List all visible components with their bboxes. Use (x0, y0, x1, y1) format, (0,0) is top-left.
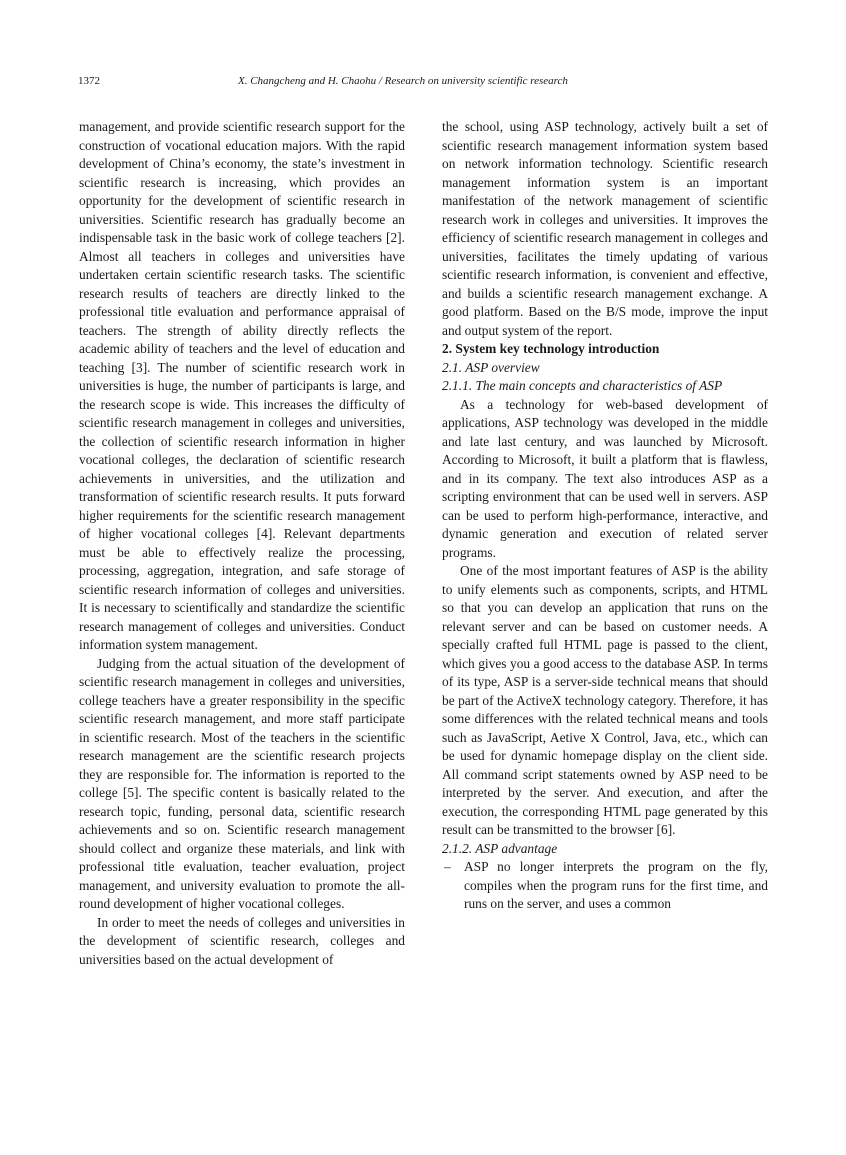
paragraph: One of the most important features of ASP is the ability to unify elements such as components, scripts, and HTML so that you can develop an application that runs on the relevant server and can be based on customer needs. A specially crafted full HTML page is passed to the client, which gives you a good access to the database ASP. In terms of its type, ASP is a server-side technical means that should be part of the ActiveX technology category. Therefore, it has some differences with the related technical means and tools such as JavaScript, Aetive X Control, Java, etc., which can be used for dynamic homepage display on the client side. All command script statements owned by ASP need to be interpreted by the server. And execution, and after the execution, the corresponding HTML page generated by this result can be transmitted to the browser [6]. (442, 563, 768, 837)
left-column (79, 118, 405, 969)
running-title: X. Changcheng and H. Chaohu / Research on university scientific research (238, 75, 568, 87)
paragraph: management, and provide scientific research support for the construction of vocational education majors. With the rapid development of China’s economy, the state’s investment in scientific research is increasing, which provides an opportunity for the development of scientific research in universities. Scientific research has gradually become an indispensable task in the basic work of college teachers [2]. Almost all teachers in colleges and universities have undertaken certain scientific research tasks. The scientific research results of teachers are directly linked to the professional title evaluation and performance appraisal of teachers. The strength of ability directly reflects the academic ability of teachers and the level of education and teaching [3]. The number of scientific research work in universities is huge, the number of participants is large, and the research scope is wide. This increases the difficulty of scientific research management in colleges and universities, the collection of scientific research information in higher vocational colleges, the declaration of scientific research achievements in universities, and the utilization and transformation of scientific research results. It puts forward higher requirements for the scientific research management of higher vocational colleges [4]. Relevant departments must be able to effectively realize the processing, processing, aggregation, integration, and safe storage of scientific research information of colleges and universities. It is necessary to scientifically and standardize the scientific research management of colleges and universities. Conduct information system management. (79, 119, 405, 652)
section-heading: 2. System key technology introduction (442, 341, 660, 356)
paragraph: the school, using ASP technology, actively built a set of scientific research management information system based on network information technology. Scientific research management information system is an important manifestation of the network management of scientific research work in colleges and universities. It improves the efficiency of scientific research management in colleges and universities, facilitates the timely updating of various scientific research information, is convenient and effective, and builds a scientific research management exchange. A good platform. Based on the B/S mode, improve the input and output system of the report. (442, 119, 768, 338)
list-dash: – (444, 859, 451, 874)
subsubsection-heading: 2.1.2. ASP advantage (442, 840, 558, 856)
paragraph: In order to meet the needs of colleges and universities in the development of scientific research, colleges and universities based on the actual development of (79, 914, 405, 967)
right-column (442, 118, 768, 914)
running-header (78, 75, 768, 95)
paragraph: Judging from the actual situation of the development of scientific research management in colleges and universities, college teachers have a greater responsibility in the specific scientific research management, and more staff participate in scientific research. Most of the teachers in the scientific research management are the scientific research projects they are responsible for. The information is reported to the college [5]. The specific content is basically related to the research topic, funding, personal data, scientific research achievements and so on. Scientific research management should collect and organize these materials, and link with professional title evaluation, teacher evaluation, project management, and university evaluation to promote the all-round development of higher vocational colleges. (79, 655, 405, 911)
page-number: 1372 (78, 75, 100, 87)
paragraph: As a technology for web-based development of applications, ASP technology was developed in the middle and late last century, and was launched by Microsoft. According to Microsoft, it built a platform that is flawless, and in its company. The text also introduces ASP as a scripting environment that can be used well in servers. ASP can be used to perform high-performance, interactive, and dynamic generation and execution of related server programs. (442, 396, 768, 560)
list-item-text: ASP no longer interprets the program on the fly, compiles when the program runs for the first time, and runs on the server, and uses a common (464, 859, 768, 911)
list-item (442, 858, 768, 914)
subsection-heading: 2.1. ASP overview (442, 359, 540, 375)
subsubsection-heading: 2.1.1. The main concepts and characteristics of ASP (442, 378, 723, 393)
